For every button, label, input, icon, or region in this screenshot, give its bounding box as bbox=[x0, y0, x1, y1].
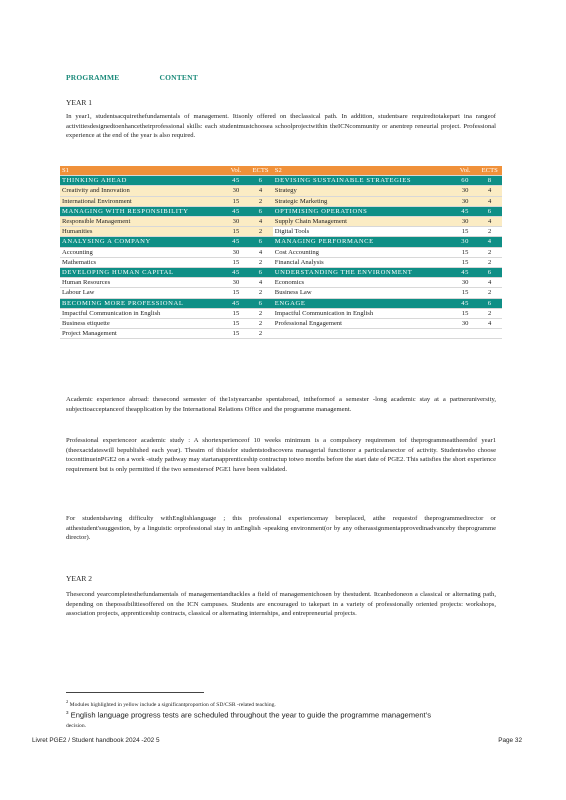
course-s2: Cost Accounting bbox=[273, 247, 453, 257]
ects-s2: 4 bbox=[477, 319, 502, 329]
header-s2: S2 bbox=[273, 166, 453, 176]
ects-s1: 2 bbox=[248, 257, 273, 267]
header-vol-s1: Vol. bbox=[224, 166, 249, 176]
table-category-row bbox=[60, 268, 502, 278]
ects-s1: 4 bbox=[248, 186, 273, 196]
ects-s2: 2 bbox=[477, 308, 502, 318]
header-ects-s1: ECTS bbox=[248, 166, 273, 176]
volume-s2: 30 bbox=[453, 217, 478, 227]
table-row bbox=[60, 308, 502, 318]
table-row bbox=[60, 319, 502, 329]
volume-s1: 30 bbox=[224, 217, 249, 227]
course-s2: Business Law bbox=[273, 288, 453, 298]
volume-s2: 30 bbox=[453, 278, 478, 288]
table-row bbox=[60, 247, 502, 257]
ects-s2 bbox=[477, 329, 502, 339]
course-s1: ANALYSING A COMPANY bbox=[60, 237, 224, 247]
course-s1: THINKING AHEAD bbox=[60, 176, 224, 186]
course-s1: Humanities bbox=[60, 227, 224, 237]
volume-s2: 30 bbox=[453, 196, 478, 206]
volume-s1: 15 bbox=[224, 196, 249, 206]
table-row bbox=[60, 227, 502, 237]
ects-s1: 6 bbox=[248, 237, 273, 247]
ects-s2: 6 bbox=[477, 298, 502, 308]
volume-s1: 45 bbox=[224, 237, 249, 247]
year2-text: Thesecond yearcompletesthefundamentals of managementandtackles a field of managementchosen by thestudent. Itcanbedoneon a classical or alternating path, depending on thepossibilitiesoffered on the ICN campuses. Students are encouraged to takepart in a variety of professionally oriented projects: workshops, association projects, apprenticeship contracts, classical or alternating internships, and entrepreneurial projects. bbox=[66, 591, 496, 618]
volume-s2: 15 bbox=[453, 308, 478, 318]
course-s1: Mathematics bbox=[60, 257, 224, 267]
ects-s2: 4 bbox=[477, 196, 502, 206]
volume-s1: 30 bbox=[224, 247, 249, 257]
year1-intro: In year1, studentsacquirethefundamentals of management. Itisonly offered on theclassical path. In addition, studentsare requiredtotakepart ina rangeof activitiesdesignedtoenhancetheirprofessional skills: each studentmustchoosea schoolprojectwithin theICNcommunity or anentrep reneurial project. Professional experience at the end of the year is also required. bbox=[66, 113, 496, 140]
ects-s2: 8 bbox=[477, 176, 502, 186]
course-s2: DEVISING SUSTAINABLE STRATEGIES bbox=[273, 176, 453, 186]
volume-s1: 45 bbox=[224, 298, 249, 308]
volume-s2: 15 bbox=[453, 227, 478, 237]
course-s2: ENGAGE bbox=[273, 298, 453, 308]
course-s1: Responsible Management bbox=[60, 217, 224, 227]
table-row bbox=[60, 217, 502, 227]
table-category-row bbox=[60, 298, 502, 308]
table-header-row bbox=[60, 166, 502, 176]
ects-s2: 2 bbox=[477, 247, 502, 257]
ects-s2: 4 bbox=[477, 237, 502, 247]
volume-s1: 15 bbox=[224, 288, 249, 298]
heading-programme: PROGRAMME bbox=[66, 73, 120, 82]
course-s2: Strategic Marketing bbox=[273, 196, 453, 206]
table-row bbox=[60, 257, 502, 267]
footnote-number-3: 3 bbox=[66, 710, 69, 715]
volume-s1: 15 bbox=[224, 308, 249, 318]
footnote-text-3-cont: decision. bbox=[66, 722, 87, 729]
ects-s1: 2 bbox=[248, 319, 273, 329]
volume-s2: 60 bbox=[453, 176, 478, 186]
footnote-english-tests bbox=[66, 708, 506, 731]
course-s2: OPTIMISING OPERATIONS bbox=[273, 206, 453, 216]
year1-title: YEAR 1 bbox=[66, 98, 93, 107]
section-heading bbox=[66, 73, 198, 82]
volume-s2: 30 bbox=[453, 237, 478, 247]
volume-s1: 45 bbox=[224, 176, 249, 186]
course-s2: Strategy bbox=[273, 186, 453, 196]
ects-s1: 4 bbox=[248, 278, 273, 288]
course-s1: MANAGING WITH RESPONSIBILITY bbox=[60, 206, 224, 216]
course-s2: Supply Chain Management bbox=[273, 217, 453, 227]
volume-s1: 15 bbox=[224, 227, 249, 237]
ects-s1: 2 bbox=[248, 288, 273, 298]
course-s1: Project Management bbox=[60, 329, 224, 339]
course-s2: Economics bbox=[273, 278, 453, 288]
volume-s2: 45 bbox=[453, 268, 478, 278]
volume-s1: 30 bbox=[224, 186, 249, 196]
ects-s1: 6 bbox=[248, 206, 273, 216]
course-s2: UNDERSTANDING THE ENVIRONMENT bbox=[273, 268, 453, 278]
ects-s1: 6 bbox=[248, 176, 273, 186]
volume-s1: 15 bbox=[224, 257, 249, 267]
professional-experience-paragraph: Professional experienceor academic study : A shortexperienceof 10 weeks minimum is a compulsory requiremen tof theprogrammeattheendof year1 (theexactdateswill bepublished each year). Theaim of thisisfor studentstodiscovera managerial functionor a particularsector of activity. Studentswho choose toconttinueinPGE2 on a work -study pathway may startanapprenticeship contractup totwo months before the start date of PGE2. This satisfies the short experience requirement but is only permitted if the two semestersof PGE1 have been validated. bbox=[66, 437, 496, 473]
course-s1: Impactful Communication in English bbox=[60, 308, 224, 318]
ects-s1: 2 bbox=[248, 329, 273, 339]
ects-s2: 4 bbox=[477, 217, 502, 227]
ects-s1: 4 bbox=[248, 217, 273, 227]
volume-s1: 15 bbox=[224, 329, 249, 339]
ects-s2: 2 bbox=[477, 257, 502, 267]
course-s1: DEVELOPING HUMAN CAPITAL bbox=[60, 268, 224, 278]
footnote-number-2: 2 bbox=[66, 699, 69, 704]
table-category-row bbox=[60, 237, 502, 247]
course-s1: Labour Law bbox=[60, 288, 224, 298]
table-row bbox=[60, 186, 502, 196]
volume-s1: 15 bbox=[224, 319, 249, 329]
course-s1: Accounting bbox=[60, 247, 224, 257]
ects-s2: 4 bbox=[477, 186, 502, 196]
course-s2: Impactful Communication in English bbox=[273, 308, 453, 318]
course-table bbox=[60, 166, 502, 339]
course-s1: BECOMING MORE PROFESSIONAL bbox=[60, 298, 224, 308]
course-s2: MANAGING PERFORMANCE bbox=[273, 237, 453, 247]
course-s1: Creativity and Innovation bbox=[60, 186, 224, 196]
table-row bbox=[60, 329, 502, 339]
academic-experience-paragraph: Academic experience abroad: thesecond semester of the1styearcanbe spentabroad, intheformof a semester -long academic stay at a partneruniversity, subjecttoacceptanceof theapplication by the International Relations Office and the programme management. bbox=[66, 396, 496, 413]
header-vol-s2: Vol. bbox=[453, 166, 478, 176]
footer-page-number: Page 32 bbox=[498, 737, 522, 744]
footer-handbook-title: Livret PGE2 / Student handbook 2024 -202 5 bbox=[32, 737, 160, 744]
volume-s1: 45 bbox=[224, 206, 249, 216]
ects-s1: 6 bbox=[248, 298, 273, 308]
ects-s2: 6 bbox=[477, 206, 502, 216]
footnote-divider bbox=[66, 692, 204, 693]
english-difficulty-paragraph: For studentshaving difficulty withEnglishlanguage ; this professional experiencemay bereplaced, atthe requestof theprogrammedirector or atthestudent'ssuggestion, by a linguistic orprofessional stay in anEnglish -speaking environment(or by any otherassignmentapprovedinadvanceby theprogramme director). bbox=[66, 515, 496, 542]
volume-s2: 15 bbox=[453, 257, 478, 267]
footnote-text-2: Modules highlighted in yellow include a significantproportion of SD/CSR -related teaching. bbox=[69, 701, 276, 708]
ects-s2: 2 bbox=[477, 227, 502, 237]
page-footer bbox=[32, 737, 522, 744]
footnote-modules bbox=[66, 699, 276, 708]
course-s1: Human Resources bbox=[60, 278, 224, 288]
ects-s2: 6 bbox=[477, 268, 502, 278]
header-ects-s2: ECTS bbox=[477, 166, 502, 176]
volume-s1: 30 bbox=[224, 278, 249, 288]
header-s1: S1 bbox=[60, 166, 224, 176]
ects-s2: 2 bbox=[477, 288, 502, 298]
volume-s1: 45 bbox=[224, 268, 249, 278]
course-s2 bbox=[273, 329, 453, 339]
course-s2: Professional Engagement bbox=[273, 319, 453, 329]
ects-s1: 6 bbox=[248, 268, 273, 278]
table-category-row bbox=[60, 206, 502, 216]
volume-s2: 15 bbox=[453, 247, 478, 257]
course-s2: Financial Analysis bbox=[273, 257, 453, 267]
volume-s2: 45 bbox=[453, 298, 478, 308]
table-category-row bbox=[60, 176, 502, 186]
footnote-text-3: English language progress tests are scheduled throughout the year to guide the programme management’s bbox=[70, 710, 432, 720]
course-s1: International Environment bbox=[60, 196, 224, 206]
volume-s2: 30 bbox=[453, 319, 478, 329]
course-s2: Digital Tools bbox=[273, 227, 453, 237]
ects-s1: 2 bbox=[248, 196, 273, 206]
table-row bbox=[60, 278, 502, 288]
heading-content: CONTENT bbox=[159, 73, 198, 82]
ects-s1: 2 bbox=[248, 227, 273, 237]
ects-s1: 4 bbox=[248, 247, 273, 257]
volume-s2: 30 bbox=[453, 186, 478, 196]
table-row bbox=[60, 196, 502, 206]
volume-s2: 45 bbox=[453, 206, 478, 216]
year2-title: YEAR 2 bbox=[66, 574, 93, 583]
volume-s2 bbox=[453, 329, 478, 339]
volume-s2: 15 bbox=[453, 288, 478, 298]
table-row bbox=[60, 288, 502, 298]
ects-s1: 2 bbox=[248, 308, 273, 318]
ects-s2: 4 bbox=[477, 278, 502, 288]
course-s1: Business etiquette bbox=[60, 319, 224, 329]
